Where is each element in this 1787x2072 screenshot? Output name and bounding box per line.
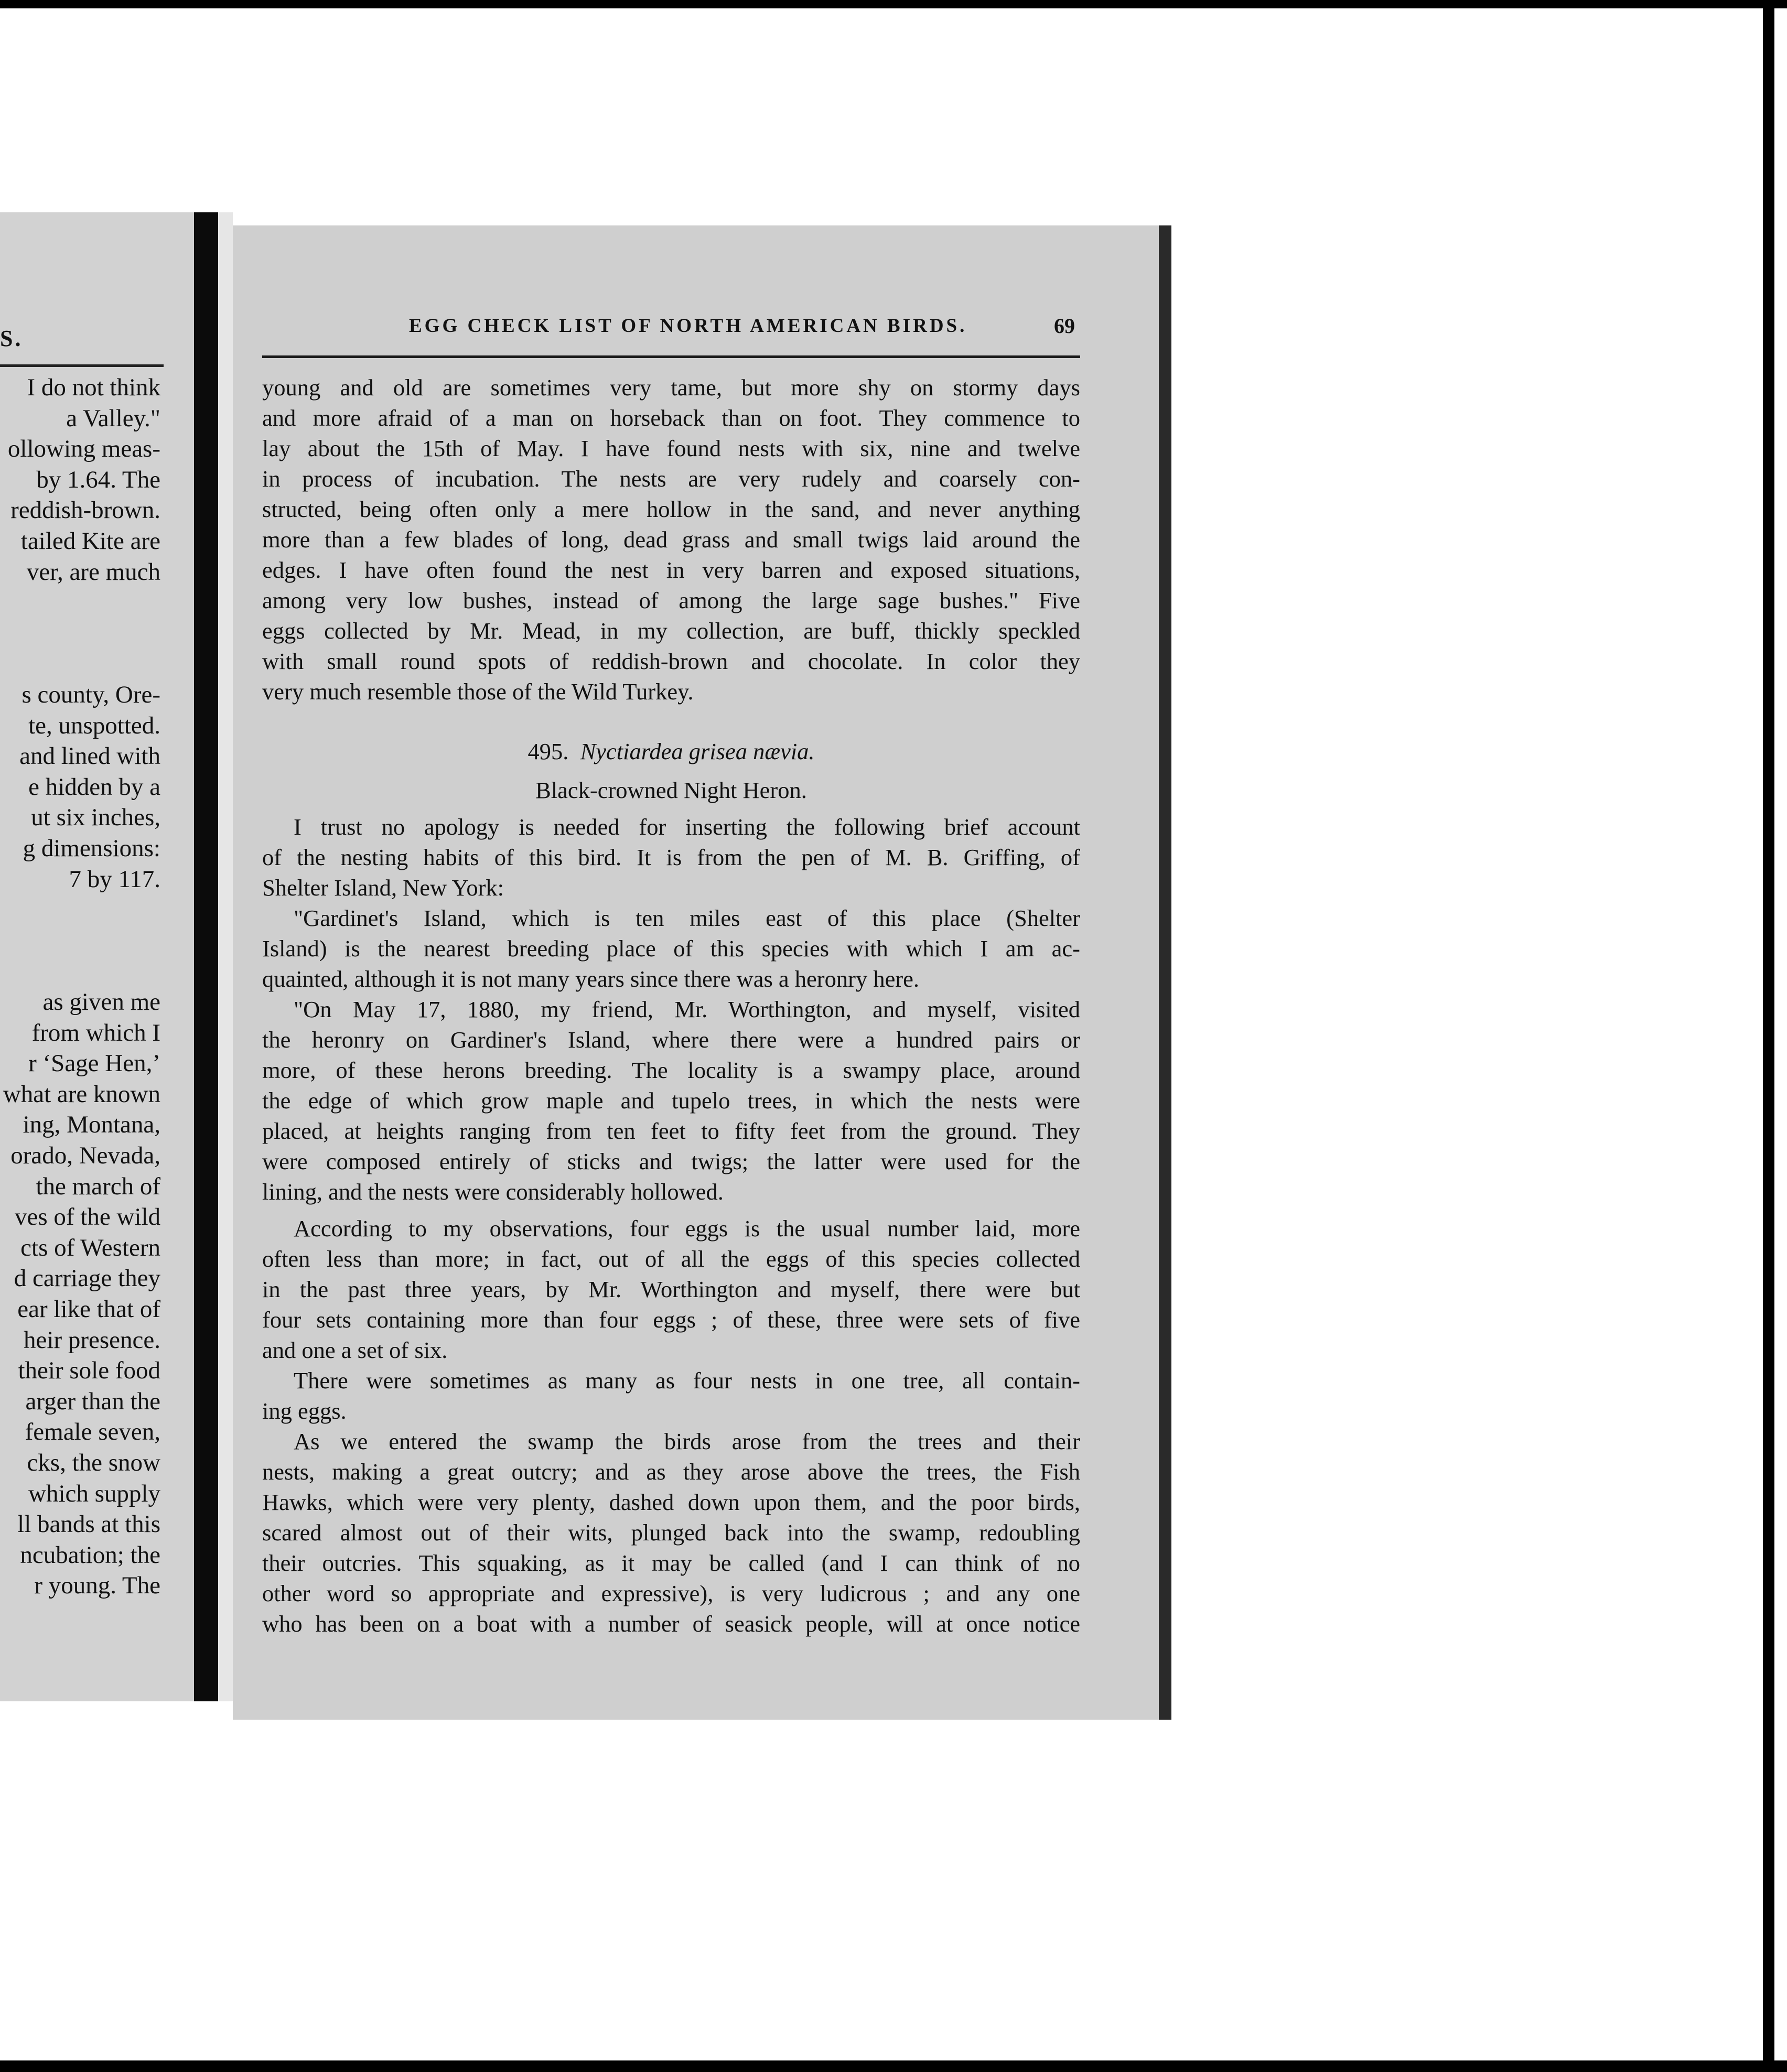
left-text-line: and lined with	[19, 742, 160, 770]
left-text-line: r young. The	[34, 1572, 160, 1600]
text-line: Hawks, which were very plenty, dashed down upon them, and the poor birds,	[262, 1489, 1080, 1515]
species-number: 495.	[528, 738, 569, 764]
text-line: structed, being often only a mere hollow in the sand, and never anything	[262, 496, 1080, 522]
left-text-line: the march of	[36, 1172, 160, 1200]
left-text-line: as given me	[42, 988, 160, 1016]
text-line: Shelter Island, New York:	[262, 875, 504, 901]
left-text-line: e hidden by a	[28, 773, 160, 801]
text-line: in the past three years, by Mr. Worthington and myself, there were but	[262, 1276, 1080, 1302]
text-line: their outcries. This squaking, as it may be called (and I can think of no	[262, 1550, 1080, 1576]
text-line: lay about the 15th of May. I have found nests with six, nine and twelve	[262, 435, 1080, 461]
text-line: of the nesting habits of this bird. It is from the pen of M. B. Griffing, of	[262, 844, 1080, 870]
left-text-line: ver, are much	[26, 558, 160, 586]
text-line: were composed entirely of sticks and twigs; the latter were used for the	[262, 1148, 1080, 1174]
text-line: edges. I have often found the nest in very barren and exposed situations,	[262, 557, 1080, 583]
left-page-fragment	[0, 212, 194, 1701]
left-text-line: female seven,	[25, 1418, 160, 1446]
text-line: "On May 17, 1880, my friend, Mr. Worthington, and myself, visited	[294, 996, 1080, 1022]
page-gutter	[218, 212, 233, 1701]
left-text-line: heir presence.	[24, 1326, 160, 1354]
species-scientific-name: Nyctiardea grisea nævia.	[580, 738, 815, 764]
species-common-name: Black-crowned Night Heron.	[535, 777, 807, 803]
left-text-line: cks, the snow	[27, 1449, 160, 1476]
text-line: who has been on a boat with a number of seasick people, will at once notice	[262, 1611, 1080, 1637]
text-line: scared almost out of their wits, plunged back into the swamp, redoubling	[262, 1519, 1080, 1546]
text-line: Island) is the nearest breeding place of this species with which I am ac-	[262, 935, 1080, 962]
left-text-line: by 1.64. The	[36, 466, 160, 493]
left-text-line: 7 by 117.	[69, 865, 160, 893]
left-text-line: cts of Western	[20, 1234, 160, 1261]
left-text-line: arger than the	[25, 1387, 160, 1415]
left-page-header: S.	[0, 326, 23, 351]
text-line: the heronry on Gardiner's Island, where there were a hundred pairs or	[262, 1027, 1080, 1053]
left-text-line: ves of the wild	[14, 1203, 160, 1231]
text-line: other word so appropriate and expressive), is very ludicrous ; and any one	[262, 1580, 1080, 1606]
text-line: lining, and the nests were considerably hollowed.	[262, 1179, 724, 1205]
left-text-line: orado, Nevada,	[10, 1142, 160, 1169]
scan-border-top	[0, 0, 1787, 8]
text-line: "Gardinet's Island, which is ten miles east of this place (Shelter	[294, 905, 1080, 931]
text-line: and more afraid of a man on horseback than on foot. They commence to	[262, 405, 1080, 431]
text-line: often less than more; in fact, out of all the eggs of this species collected	[262, 1246, 1080, 1272]
left-text-line: s county, Ore-	[21, 681, 160, 708]
left-text-line: te, unspotted.	[28, 711, 160, 739]
left-text-line: tailed Kite are	[20, 527, 160, 555]
text-line: nests, making a great outcry; and as they arose above the trees, the Fish	[262, 1459, 1080, 1485]
text-line: four sets containing more than four eggs ; of these, three were sets of five	[262, 1307, 1080, 1333]
text-line: young and old are sometimes very tame, but more shy on stormy days	[262, 374, 1080, 401]
text-line: I trust no apology is needed for inserting the following brief account	[294, 814, 1080, 840]
left-text-line: reddish-brown.	[10, 497, 160, 524]
left-text-line: g dimensions:	[23, 835, 160, 862]
text-line: There were sometimes as many as four nests in one tree, all contain-	[294, 1367, 1080, 1394]
page-number: 69	[1054, 314, 1075, 338]
text-line: more, of these herons breeding. The locality is a swampy place, around	[262, 1057, 1080, 1083]
left-text-line: a Valley."	[66, 404, 160, 432]
left-header-rule	[0, 364, 164, 367]
left-text-line: from which I	[31, 1019, 160, 1046]
scan-border-bottom	[0, 2060, 1787, 2072]
right-page-edge	[1159, 225, 1171, 1720]
book-spine	[194, 212, 218, 1701]
text-line: eggs collected by Mr. Mead, in my collection, are buff, thickly speckled	[262, 618, 1080, 644]
left-text-line: their sole food	[18, 1357, 160, 1385]
left-text-line: ing, Montana,	[23, 1111, 160, 1139]
left-text-line: ollowing meas-	[7, 435, 160, 463]
left-text-line: ut six inches,	[31, 804, 160, 832]
scan-border-right	[1763, 0, 1774, 2072]
text-line: more than a few blades of long, dead grass and small twigs laid around the	[262, 526, 1080, 553]
header-rule	[262, 355, 1080, 358]
left-text-line: what are known	[3, 1080, 160, 1108]
running-header: EGG CHECK LIST OF NORTH AMERICAN BIRDS.	[409, 315, 967, 337]
text-line: among very low bushes, instead of among the large sage bushes." Five	[262, 587, 1080, 613]
text-line: ing eggs.	[262, 1398, 347, 1424]
left-text-line: ncubation; the	[20, 1541, 160, 1569]
text-line: the edge of which grow maple and tupelo trees, in which the nests were	[262, 1087, 1080, 1114]
left-text-line: ll bands at this	[17, 1510, 160, 1538]
text-line: As we entered the swamp the birds arose from the trees and their	[294, 1428, 1080, 1454]
text-line: According to my observations, four eggs is the usual number laid, more	[294, 1215, 1080, 1242]
species-heading	[262, 736, 1080, 767]
left-text-line: ear like that of	[17, 1296, 160, 1323]
left-text-line: which supply	[28, 1480, 160, 1507]
text-line: placed, at heights ranging from ten feet to fifty feet from the ground. They	[262, 1118, 1080, 1144]
left-text-line: I do not think	[27, 374, 160, 401]
text-line: in process of incubation. The nests are very rudely and coarsely con-	[262, 466, 1080, 492]
text-line: with small round spots of reddish-brown and chocolate. In color they	[262, 648, 1080, 674]
left-text-line: d carriage they	[14, 1265, 160, 1292]
left-text-line: r ‘Sage Hen,’	[28, 1050, 160, 1077]
text-line: and one a set of six.	[262, 1337, 448, 1363]
text-line: very much resemble those of the Wild Turkey.	[262, 678, 694, 705]
text-line: quainted, although it is not many years since there was a heronry here.	[262, 966, 920, 992]
